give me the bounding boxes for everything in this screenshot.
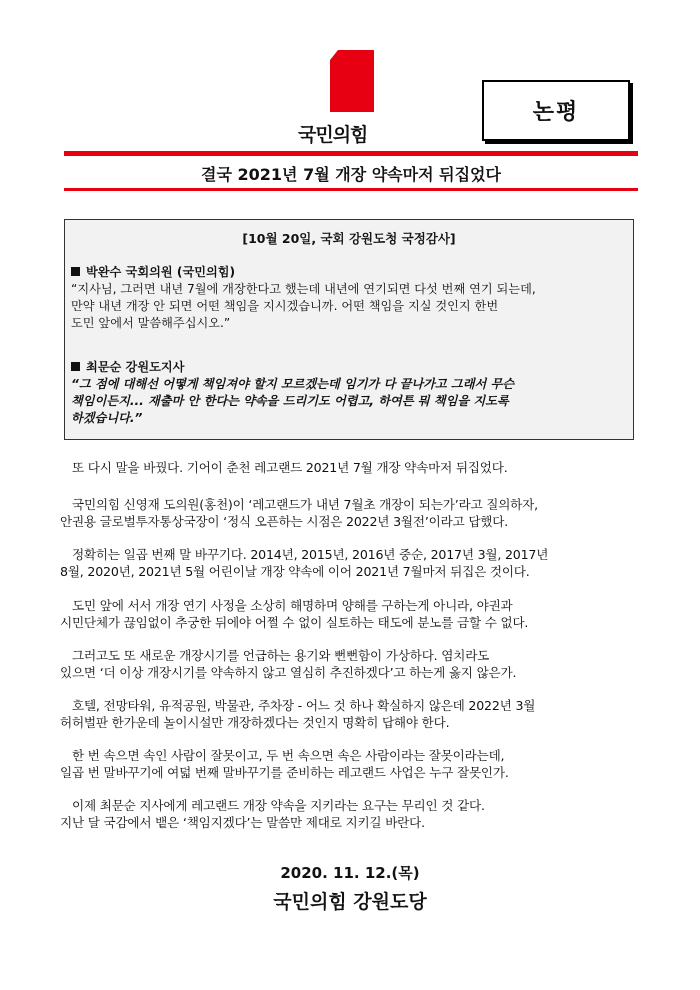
paragraph-line: 이제 최문순 지사에게 레고랜드 개장 약속을 지키라는 요구는 무리인 것 같다. xyxy=(72,798,485,813)
paragraph xyxy=(60,496,642,530)
paragraph xyxy=(60,647,642,681)
paragraph-line: 있으면 ‘더 이상 개장시기를 약속하지 않고 열심히 추진하겠다’고 하는게 옳지 않은가. xyxy=(60,665,517,680)
paragraph-line: 허허벌판 한가운데 놀이시설만 개장하겠다는 것인지 명확히 답해야 한다. xyxy=(60,715,450,730)
speaker1-line: 만약 내년 개장 안 되면 어떤 책임을 지시겠습니까. 어떤 책임을 지실 것인지 한번 xyxy=(71,299,499,313)
speaker2-line: 하겠습니다.” xyxy=(71,411,143,425)
speaker1-line: 도민 앞에서 말씀해주십시오.” xyxy=(71,316,231,330)
party-logo-text: 국민의힘 xyxy=(298,124,368,146)
paragraph-line: 도민 앞에 서서 개장 연기 사정을 소상히 해명하며 양해를 구하는게 아니라, 야권과 xyxy=(72,598,513,613)
party-logo-icon xyxy=(330,50,374,112)
speaker2-block xyxy=(71,359,627,427)
speaker2-line: “그 점에 대해선 어떻게 책임져야 할지 모르겠는데 임기가 다 끝나가고 그래서 무슨 xyxy=(71,377,515,391)
paragraph-line: 일곱 번 말바꾸기에 여덟 번째 말바꾸기를 준비하는 레고랜드 사업은 누구 잘못인가. xyxy=(60,765,509,780)
paragraph xyxy=(60,459,642,476)
speaker1-line: “지사님, 그러면 내년 7월에 개장한다고 했는데 내년에 연기되면 다섯 번째 연기 되는데, xyxy=(71,282,536,296)
paragraph-line: 또 다시 말을 바꿨다. 기어이 춘천 레고랜드 2021년 7월 개장 약속마저 뒤집었다. xyxy=(72,460,508,475)
paragraph-line: 호텔, 전망타워, 유적공원, 박물관, 주차장 - 어느 것 하나 확실하지 않은데 2022년 3월 xyxy=(72,698,536,713)
paragraph-line: 그러고도 또 새로운 개장시기를 언급하는 용기와 뻔뻔함이 가상하다. 염치라도 xyxy=(72,648,490,663)
speaker2-name: 최문순 강원도지사 xyxy=(86,360,185,374)
bullet-square-icon xyxy=(71,267,80,276)
paragraph-line: 안권용 글로벌투자통상국장이 ‘정식 오픈하는 시점은 2022년 3월전’이라고 답했다. xyxy=(60,514,509,529)
paragraph-line: 국민의힘 신영재 도의원(홍천)이 ‘레고랜드가 내년 7월초 개장이 되는가’라고 질의하자, xyxy=(72,497,538,512)
paragraph-line: 시민단체가 끊임없이 추궁한 뒤에야 어쩔 수 없이 실토하는 태도에 분노를 금할 수 없다. xyxy=(60,615,529,630)
quote-box-title: [10월 20일, 국회 강원도청 국정감사] xyxy=(242,231,456,246)
paragraph xyxy=(60,597,642,631)
paragraph xyxy=(60,797,642,831)
paragraph xyxy=(60,546,642,580)
speaker2-line: 책임이든지... 재출마 안 한다는 약속을 드리기도 어렵고, 하여튼 뭐 책임을 지도록 xyxy=(71,394,509,408)
headline: 결국 2021년 7월 개장 약속마저 뒤집었다 xyxy=(201,164,501,184)
speaker1-block xyxy=(71,264,627,332)
bullet-square-icon xyxy=(71,362,80,371)
speaker1-name-row xyxy=(71,264,627,281)
paragraph xyxy=(60,697,642,731)
speaker2-name-row xyxy=(71,359,627,376)
paragraph-line: 지난 달 국감에서 뱉은 ‘책임지겠다’는 말씀만 제대로 지키길 바란다. xyxy=(60,815,425,830)
paragraph-line: 한 번 속으면 속인 사람이 잘못이고, 두 번 속으면 속은 사람이라는 잘못이라는데, xyxy=(72,748,505,763)
quote-box xyxy=(64,219,634,440)
document-type-label: 논평 xyxy=(482,80,630,141)
top-divider xyxy=(64,151,638,156)
paragraph-line: 정확히는 일곱 번째 말 바꾸기다. 2014년, 2015년, 2016년 중순, 2017년 3월, 2017년 xyxy=(72,547,549,562)
release-date: 2020. 11. 12.(목) xyxy=(280,864,420,882)
paragraph xyxy=(60,747,642,781)
organization-name: 국민의힘 강원도당 xyxy=(273,891,427,913)
paragraph-line: 8월, 2020년, 2021년 5월 어린이날 개장 약속에 이어 2021년 7월마저 뒤집은 것이다. xyxy=(60,564,530,579)
headline-divider xyxy=(64,188,638,191)
speaker1-name: 박완수 국회의원 (국민의힘) xyxy=(86,265,236,279)
